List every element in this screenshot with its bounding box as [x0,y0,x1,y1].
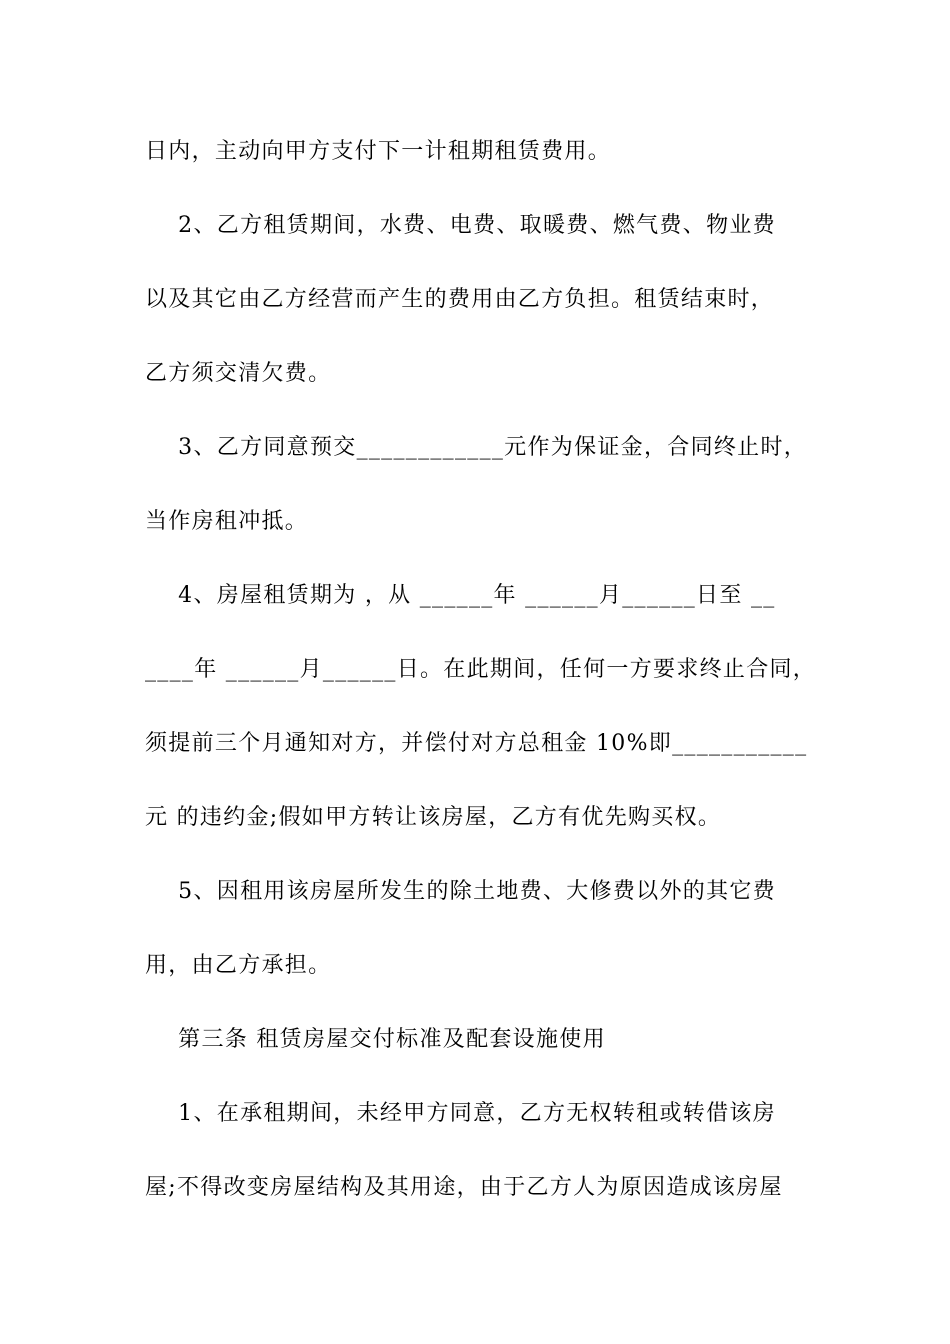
text-line: 4、房屋租赁期为 ，从 ______年 ______月______日至 __ [145,583,776,608]
text-line: 当作房租冲抵。 [145,509,309,534]
text-line: 以及其它由乙方经营而产生的费用由乙方负担。租赁结束时， [145,287,775,312]
text-line: 5、因租用该房屋所发生的除土地费、大修费以外的其它费 [145,879,776,904]
section-heading: 第三条 租赁房屋交付标准及配套设施使用 [145,1027,606,1052]
text-line: 元 的违约金;假如甲方转让该房屋，乙方有优先购买权。 [145,805,722,830]
text-line: 须提前三个月通知对方，并偿付对方总租金 10%即___________ [145,731,808,756]
text-line: 屋;不得改变房屋结构及其用途，由于乙方人为原因造成该房屋 [145,1175,783,1200]
text-line: 2、乙方租赁期间，水费、电费、取暖费、燃气费、物业费 [145,213,776,238]
text-line: 1、在承租期间，未经甲方同意，乙方无权转租或转借该房 [145,1101,776,1126]
text-line: 3、乙方同意预交____________元作为保证金，合同终止时， [145,435,808,460]
text-line: 乙方须交清欠费。 [145,361,332,386]
text-line: 用，由乙方承担。 [145,953,332,978]
text-line: ____年 ______月______日。在此期间，任何一方要求终止合同， [145,657,817,682]
text-line: 日内，主动向甲方支付下一计租期租赁费用。 [145,139,612,164]
